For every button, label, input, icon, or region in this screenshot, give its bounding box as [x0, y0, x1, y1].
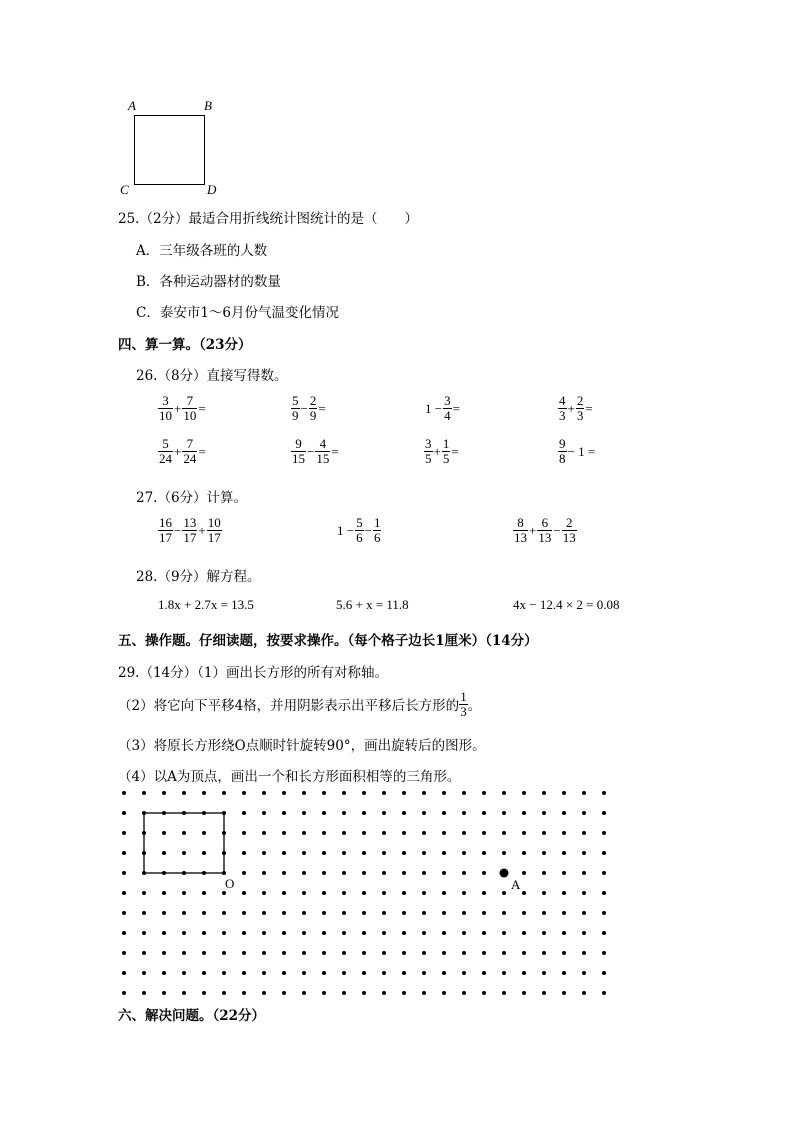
- grid-dot: [562, 791, 566, 795]
- grid-dot: [142, 931, 146, 935]
- section-5-title: 五、操作题。仔细读题，按要求操作。（每个格子边长1厘米）（14分）: [118, 633, 538, 649]
- grid-dot: [262, 831, 266, 835]
- grid-dot: [382, 931, 386, 935]
- grid-dot: [242, 991, 246, 995]
- grid-dot: [142, 791, 146, 795]
- q27-expr-1: $\frac{16}{17}$ − $\frac{13}{17}$ + $\frac{10}{17}$: [159, 515, 221, 545]
- grid-dot: [202, 911, 206, 915]
- grid-dot: [582, 991, 586, 995]
- grid-dot: [362, 931, 366, 935]
- label-a: A: [128, 98, 136, 113]
- point-a-label: A: [511, 877, 521, 892]
- grid-dot: [582, 931, 586, 935]
- grid-dot: [542, 911, 546, 915]
- grid-dot: [342, 831, 346, 835]
- q29-line-4: （4）以A为顶点，画出一个和长方形面积相等的三角形。: [118, 769, 461, 785]
- grid-dot: [462, 911, 466, 915]
- grid-dot: [462, 931, 466, 935]
- grid-dot: [162, 991, 166, 995]
- grid-dot: [482, 891, 486, 895]
- grid-dot: [142, 991, 146, 995]
- grid-dot: [222, 951, 226, 955]
- grid-dot: [202, 851, 206, 855]
- grid-dot: [222, 791, 226, 795]
- grid-dot: [562, 891, 566, 895]
- grid-dot: [442, 851, 446, 855]
- q27-expr-2: 1 − $\frac{5}{6}$ − $\frac{1}{6}$: [337, 515, 381, 545]
- grid-dot: [562, 911, 566, 915]
- grid-dot: [262, 911, 266, 915]
- grid-dot: [242, 851, 246, 855]
- grid-dot: [302, 931, 306, 935]
- grid-dot: [522, 971, 526, 975]
- grid-dot: [302, 831, 306, 835]
- grid-dot: [462, 951, 466, 955]
- section-4-title: 四、算一算。（23分）: [118, 337, 252, 353]
- grid-dot: [402, 971, 406, 975]
- q25-option-c: C．泰安市1～6月份气温变化情况: [136, 305, 340, 321]
- grid-dot: [242, 831, 246, 835]
- grid-dot: [182, 971, 186, 975]
- grid-dot: [522, 811, 526, 815]
- point-a: [500, 869, 509, 878]
- grid-dot: [422, 971, 426, 975]
- grid-dot: [502, 951, 506, 955]
- grid-dot: [162, 851, 166, 855]
- label-d: D: [207, 182, 217, 197]
- grid-dot: [582, 951, 586, 955]
- grid-dot: [402, 851, 406, 855]
- grid-dot: [542, 991, 546, 995]
- grid-dot: [602, 851, 606, 855]
- grid-dot: [522, 851, 526, 855]
- q28-equation-1: 1.8x + 2.7x = 13.5: [158, 597, 254, 612]
- grid-dot: [322, 851, 326, 855]
- grid-dot: [482, 871, 486, 875]
- grid-dot: [502, 911, 506, 915]
- q26-expr-8: $\frac{9}{8}$ − 1 =: [559, 436, 596, 466]
- q28-equation-2: 5.6 + x = 11.8: [336, 597, 409, 612]
- grid-dot: [182, 831, 186, 835]
- grid-dot: [602, 871, 606, 875]
- grid-dot: [442, 871, 446, 875]
- q26-expr-1: $\frac{3}{10}$ + $\frac{7}{10}$ =: [159, 393, 206, 423]
- grid-dot: [122, 991, 126, 995]
- grid-dot: [602, 791, 606, 795]
- grid-dot: [462, 891, 466, 895]
- grid-dot: [362, 851, 366, 855]
- grid-dot: [222, 991, 226, 995]
- grid-dot: [402, 811, 406, 815]
- grid-dot: [562, 851, 566, 855]
- grid-dot: [182, 931, 186, 935]
- grid-dot: [182, 991, 186, 995]
- q29-line-2: （2）将它向下平移4格，并用阴影表示出平移后长方形的 $\frac{1}{3}$ 。: [118, 689, 482, 719]
- grid-dot: [302, 811, 306, 815]
- grid-dot: [442, 891, 446, 895]
- grid-dot: [302, 891, 306, 895]
- grid-dot: [462, 811, 466, 815]
- grid-dot: [302, 951, 306, 955]
- grid-dot: [482, 991, 486, 995]
- grid-dot: [282, 831, 286, 835]
- grid-dot: [382, 991, 386, 995]
- grid-dot: [522, 911, 526, 915]
- grid-dot: [542, 831, 546, 835]
- grid-dot: [262, 931, 266, 935]
- grid-dot: [602, 931, 606, 935]
- grid-dot: [142, 911, 146, 915]
- grid-dot: [442, 971, 446, 975]
- grid-dot: [402, 911, 406, 915]
- grid-dot: [562, 871, 566, 875]
- grid-dot: [242, 791, 246, 795]
- grid-dot: [422, 951, 426, 955]
- grid-dot: [122, 811, 126, 815]
- grid-dot: [542, 931, 546, 935]
- grid-dot: [582, 851, 586, 855]
- grid-dot: [522, 991, 526, 995]
- q26-stem: 26.（8分）直接写得数。: [136, 368, 288, 384]
- grid-dot: [402, 991, 406, 995]
- grid-dot: [222, 911, 226, 915]
- grid-dot: [222, 931, 226, 935]
- grid-dot: [422, 991, 426, 995]
- grid-dot: [122, 851, 126, 855]
- grid-dot: [242, 871, 246, 875]
- grid-dot: [202, 831, 206, 835]
- grid-dot: [582, 911, 586, 915]
- grid-dot: [522, 831, 526, 835]
- grid-dot: [502, 991, 506, 995]
- grid-dot: [262, 951, 266, 955]
- q25-option-a: A．三年级各班的人数: [136, 243, 268, 259]
- grid-dot: [562, 831, 566, 835]
- grid-dot: [282, 931, 286, 935]
- grid-dot: [302, 791, 306, 795]
- grid-dot: [362, 911, 366, 915]
- point-o-label: O: [225, 876, 235, 891]
- grid-dot: [442, 791, 446, 795]
- grid-dot: [382, 791, 386, 795]
- grid-dot: [482, 951, 486, 955]
- grid-dot: [522, 871, 526, 875]
- grid-dot: [602, 911, 606, 915]
- grid-dot: [282, 871, 286, 875]
- grid-dot: [542, 951, 546, 955]
- grid-dot: [482, 831, 486, 835]
- grid-dot: [342, 971, 346, 975]
- q25-stem: 25.（2分）最适合用折线统计图统计的是（ ）: [118, 211, 419, 227]
- grid-dot: [502, 831, 506, 835]
- grid-dot: [202, 971, 206, 975]
- grid-dot: [462, 851, 466, 855]
- grid-dot: [562, 991, 566, 995]
- grid-dot: [402, 891, 406, 895]
- grid-dot: [362, 991, 366, 995]
- grid-dot: [302, 911, 306, 915]
- grid-dot: [462, 991, 466, 995]
- grid-dot: [122, 931, 126, 935]
- grid-dot: [122, 891, 126, 895]
- grid-dot: [402, 871, 406, 875]
- grid-dot: [322, 971, 326, 975]
- grid-dot: [442, 991, 446, 995]
- grid-dot: [542, 871, 546, 875]
- grid-dot: [202, 931, 206, 935]
- grid-dot: [582, 811, 586, 815]
- grid-dot: [222, 891, 226, 895]
- grid-dot: [162, 931, 166, 935]
- grid-dot: [522, 951, 526, 955]
- grid-dot: [202, 791, 206, 795]
- grid-dot: [502, 811, 506, 815]
- grid-dot: [302, 851, 306, 855]
- grid-dot: [322, 871, 326, 875]
- grid-dot: [342, 871, 346, 875]
- grid-dot: [162, 831, 166, 835]
- grid-dot: [602, 991, 606, 995]
- grid-dot: [202, 951, 206, 955]
- q27-stem: 27.（6分）计算。: [136, 490, 248, 506]
- grid-dot: [542, 851, 546, 855]
- grid-dot: [322, 811, 326, 815]
- grid-dot: [342, 791, 346, 795]
- grid-dot: [202, 991, 206, 995]
- grid-dot: [482, 911, 486, 915]
- grid-dot: [462, 831, 466, 835]
- grid-dot: [582, 791, 586, 795]
- grid-dot: [482, 851, 486, 855]
- grid-dot: [242, 951, 246, 955]
- grid-dot: [362, 971, 366, 975]
- grid-dot: [502, 791, 506, 795]
- grid-dot: [462, 871, 466, 875]
- grid-dot: [122, 791, 126, 795]
- grid-dot: [442, 931, 446, 935]
- grid-dot: [602, 831, 606, 835]
- q26-expr-4: $\frac{4}{3}$ + $\frac{2}{3}$ =: [559, 393, 593, 423]
- grid-dot: [582, 831, 586, 835]
- grid-dot: [162, 911, 166, 915]
- grid-dot: [362, 871, 366, 875]
- grid-dot: [142, 971, 146, 975]
- grid-dot: [282, 991, 286, 995]
- grid-dot: [302, 971, 306, 975]
- q29-line-1: 29.（14分）（1）画出长方形的所有对称轴。: [118, 665, 388, 681]
- grid-dot: [322, 951, 326, 955]
- grid-dot: [302, 991, 306, 995]
- grid-dot: [302, 871, 306, 875]
- grid-dot: [562, 811, 566, 815]
- grid-dot: [322, 931, 326, 935]
- grid-dot: [262, 851, 266, 855]
- grid-dot: [402, 931, 406, 935]
- grid-dot: [142, 951, 146, 955]
- grid-dot: [322, 911, 326, 915]
- grid-dot: [442, 951, 446, 955]
- grid-dot: [522, 891, 526, 895]
- grid-dot: [142, 891, 146, 895]
- grid-dot: [382, 871, 386, 875]
- grid-dot: [542, 791, 546, 795]
- grid-dot: [122, 971, 126, 975]
- grid-dot: [422, 831, 426, 835]
- grid-dot: [402, 951, 406, 955]
- grid-dot: [402, 831, 406, 835]
- grid-dot: [602, 951, 606, 955]
- grid-dot: [502, 931, 506, 935]
- grid-dot: [442, 831, 446, 835]
- q26-expr-5: $\frac{5}{24}$ + $\frac{7}{24}$ =: [159, 436, 206, 466]
- grid-dot: [582, 871, 586, 875]
- grid-dot: [602, 971, 606, 975]
- grid-dot: [422, 811, 426, 815]
- grid-dot: [542, 891, 546, 895]
- grid-dot: [182, 791, 186, 795]
- grid-dot: [542, 811, 546, 815]
- q26-expr-7: $\frac{3}{5}$ + $\frac{1}{5}$ =: [425, 436, 459, 466]
- q29-line-3: （3）将原长方形绕O点顺时针旋转90°，画出旋转后的图形。: [118, 738, 486, 754]
- grid-dot: [182, 851, 186, 855]
- grid-dot: [262, 971, 266, 975]
- grid-dot: [242, 911, 246, 915]
- grid-dot: [482, 931, 486, 935]
- grid-dot: [442, 811, 446, 815]
- grid-dot: [562, 971, 566, 975]
- grid-dot: [602, 891, 606, 895]
- grid-dot: [122, 831, 126, 835]
- q28-equation-3: 4x − 12.4 × 2 = 0.08: [513, 597, 620, 612]
- grid-dot: [582, 971, 586, 975]
- grid-dot: [282, 811, 286, 815]
- grid-dot: [502, 971, 506, 975]
- grid-dot: [342, 851, 346, 855]
- grid-dot: [422, 911, 426, 915]
- grid-dot: [382, 891, 386, 895]
- q26-expr-2: $\frac{5}{9}$ − $\frac{2}{9}$ =: [292, 393, 326, 423]
- section-6-title: 六、解决问题。（22分）: [118, 1008, 266, 1024]
- grid-dot: [382, 831, 386, 835]
- grid-dot: [122, 871, 126, 875]
- grid-dot: [562, 931, 566, 935]
- grid-dot: [382, 851, 386, 855]
- grid-dot: [382, 911, 386, 915]
- grid-dot: [342, 811, 346, 815]
- grid-dot: [422, 791, 426, 795]
- grid-dot: [242, 891, 246, 895]
- grid-dot: [482, 811, 486, 815]
- grid-dot: [262, 871, 266, 875]
- grid-dot: [322, 991, 326, 995]
- grid-dot: [162, 951, 166, 955]
- q27-expr-3: $\frac{8}{13}$ + $\frac{6}{13}$ − $\frac{2}{13}$: [514, 515, 576, 545]
- grid-dot: [422, 851, 426, 855]
- grid-dot: [262, 811, 266, 815]
- q26-expr-6: $\frac{9}{15}$ − $\frac{4}{15}$ =: [292, 436, 339, 466]
- grid-dot: [222, 971, 226, 975]
- grid-dot: [282, 791, 286, 795]
- grid-dot: [522, 791, 526, 795]
- grid-dot: [462, 971, 466, 975]
- grid-dot: [362, 831, 366, 835]
- grid-dot: [382, 951, 386, 955]
- grid-dot: [462, 791, 466, 795]
- grid-dot: [282, 971, 286, 975]
- grid-dot: [182, 951, 186, 955]
- grid-dot: [242, 931, 246, 935]
- grid-dot: [402, 791, 406, 795]
- grid-dot: [182, 891, 186, 895]
- grid-dot: [362, 891, 366, 895]
- grid-dot: [502, 851, 506, 855]
- grid-dot: [362, 811, 366, 815]
- grid-dot: [162, 791, 166, 795]
- grid-dot: [482, 791, 486, 795]
- grid-dot: [262, 991, 266, 995]
- grid-dot: [422, 871, 426, 875]
- label-b: B: [204, 98, 212, 113]
- grid-dot: [382, 811, 386, 815]
- grid-dot: [342, 891, 346, 895]
- grid-dot: [422, 891, 426, 895]
- q28-stem: 28.（9分）解方程。: [136, 569, 261, 585]
- grid-dot: [322, 831, 326, 835]
- grid-dot: [262, 891, 266, 895]
- grid-dot: [542, 971, 546, 975]
- grid-dot: [602, 811, 606, 815]
- q26-expr-3: 1 − $\frac{3}{4}$ =: [425, 393, 460, 423]
- grid-dot: [282, 951, 286, 955]
- grid-dot: [502, 891, 506, 895]
- grid-dot: [362, 791, 366, 795]
- grid-dot: [122, 951, 126, 955]
- grid-dot: [562, 951, 566, 955]
- grid-dot: [322, 891, 326, 895]
- grid-dot: [282, 891, 286, 895]
- label-c: C: [120, 182, 129, 197]
- grid-dot: [182, 911, 186, 915]
- grid-dot: [342, 931, 346, 935]
- grid-dot: [262, 791, 266, 795]
- grid-dot: [162, 971, 166, 975]
- grid-dot: [382, 971, 386, 975]
- grid-dot: [422, 931, 426, 935]
- grid-dot: [342, 991, 346, 995]
- grid-dot: [482, 971, 486, 975]
- grid-dot: [202, 891, 206, 895]
- grid-dot: [442, 911, 446, 915]
- grid-dot: [162, 891, 166, 895]
- grid-dot: [322, 791, 326, 795]
- grid-dot: [282, 851, 286, 855]
- grid-dot: [522, 931, 526, 935]
- grid-dot: [242, 971, 246, 975]
- q25-option-b: B．各种运动器材的数量: [136, 274, 281, 290]
- grid-dot: [242, 811, 246, 815]
- grid-dot: [582, 891, 586, 895]
- grid-dot: [122, 911, 126, 915]
- grid-dot: [282, 911, 286, 915]
- original-rectangle: [144, 813, 224, 873]
- grid-dot: [362, 951, 366, 955]
- grid-dot: [342, 911, 346, 915]
- grid-dot: [342, 951, 346, 955]
